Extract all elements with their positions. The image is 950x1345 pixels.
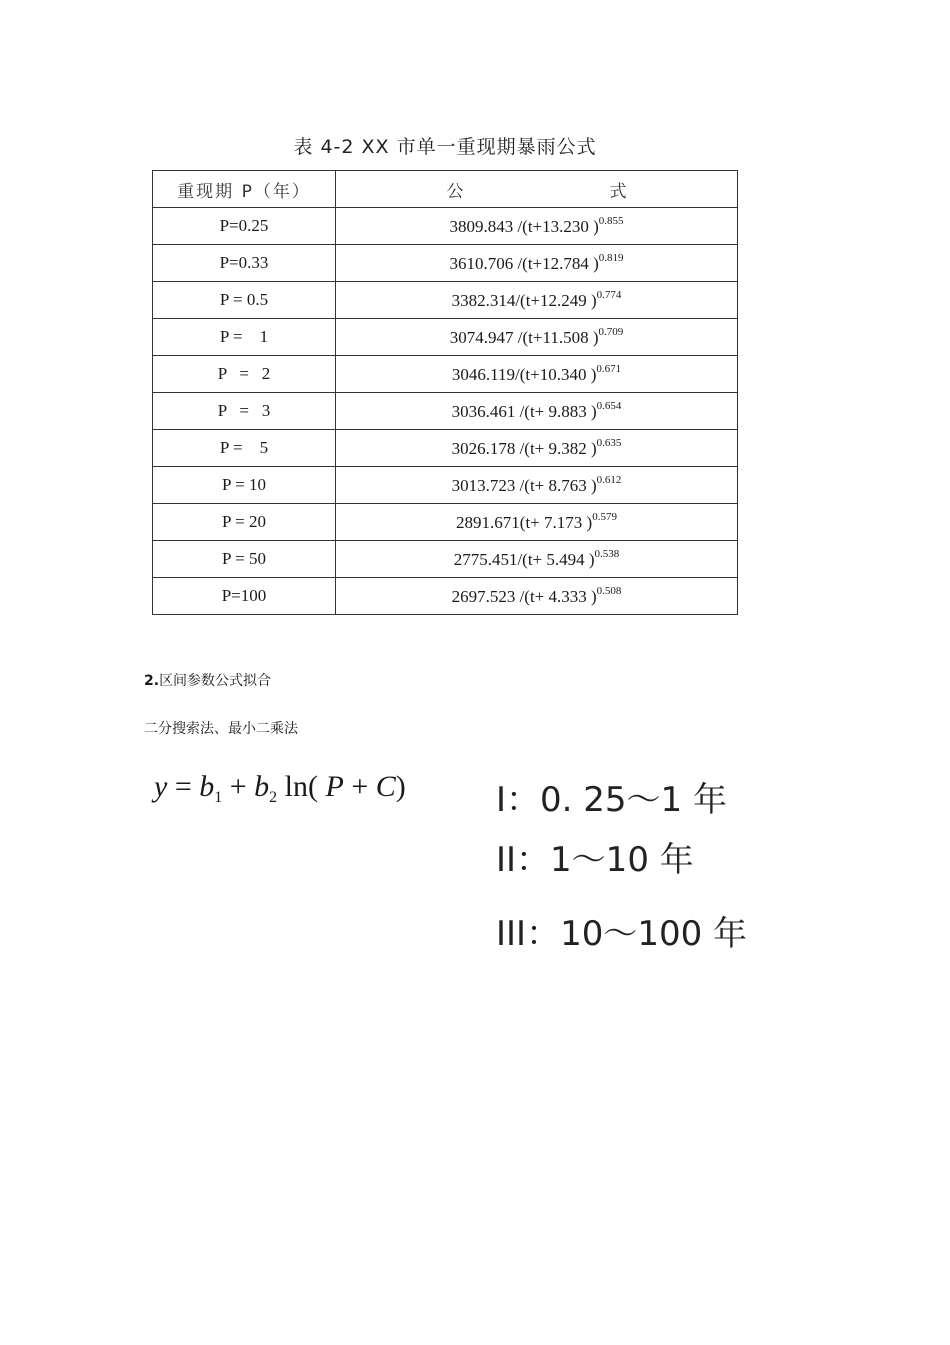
table-row bbox=[153, 282, 738, 319]
formula-text: 3026.178 /(t+ 9.382 ) bbox=[451, 439, 597, 458]
formula-cell bbox=[336, 245, 738, 282]
header-formula-right: 式 bbox=[609, 181, 627, 202]
eq-close: ) bbox=[395, 770, 406, 803]
eq-equals: = bbox=[167, 770, 200, 803]
formula-text: 2697.523 /(t+ 4.333 ) bbox=[451, 587, 597, 606]
formula-text: 2775.451/(t+ 5.494 ) bbox=[453, 550, 595, 569]
header-return-period: 重现期 P（年） bbox=[153, 171, 336, 208]
formula-cell bbox=[336, 208, 738, 245]
formula-exponent: 0.774 bbox=[596, 289, 622, 301]
header-formula-left: 公 bbox=[446, 181, 464, 202]
table-caption: 表 4-2 XX 市单一重现期暴雨公式 bbox=[293, 136, 597, 158]
formula-cell bbox=[336, 467, 738, 504]
return-period-cell: P=100 bbox=[153, 578, 336, 615]
fitting-equation bbox=[154, 770, 406, 807]
header-formula bbox=[336, 171, 738, 208]
formula-text: 3809.843 /(t+13.230 ) bbox=[449, 217, 599, 236]
eq-c: C bbox=[375, 770, 396, 803]
formula-exponent: 0.654 bbox=[596, 400, 622, 412]
formula-cell bbox=[336, 319, 738, 356]
eq-sub1: 1 bbox=[214, 789, 223, 806]
formula-exponent: 0.635 bbox=[596, 437, 622, 449]
formula-exponent: 0.671 bbox=[596, 363, 622, 375]
range-2: II：1～10 年 bbox=[496, 840, 694, 880]
table-row bbox=[153, 430, 738, 467]
table-row bbox=[153, 504, 738, 541]
formula-exponent: 0.855 bbox=[598, 215, 624, 227]
method-text: 二分搜索法、最小二乘法 bbox=[144, 721, 298, 737]
formula-text: 2891.671(t+ 7.173 ) bbox=[456, 513, 593, 532]
formula-cell bbox=[336, 356, 738, 393]
table-row bbox=[153, 319, 738, 356]
table-row bbox=[153, 208, 738, 245]
formula-exponent: 0.612 bbox=[596, 474, 622, 486]
section-number: 2. bbox=[144, 673, 160, 689]
formula-text: 3074.947 /(t+11.508 ) bbox=[449, 328, 599, 347]
range-3: III：10～100 年 bbox=[496, 914, 748, 954]
table-row bbox=[153, 467, 738, 504]
eq-b1: b bbox=[199, 770, 215, 803]
formula-cell bbox=[336, 282, 738, 319]
return-period-cell: P = 50 bbox=[153, 541, 336, 578]
table-row bbox=[153, 393, 738, 430]
eq-y: y bbox=[154, 770, 168, 803]
return-period-cell: P = 10 bbox=[153, 467, 336, 504]
formula-exponent: 0.709 bbox=[598, 326, 624, 338]
return-period-cell: P = 20 bbox=[153, 504, 336, 541]
formula-text: 3382.314/(t+12.249 ) bbox=[451, 291, 597, 310]
table-row bbox=[153, 541, 738, 578]
formula-exponent: 0.538 bbox=[594, 548, 620, 560]
formula-text: 3610.706 /(t+12.784 ) bbox=[449, 254, 599, 273]
formula-cell bbox=[336, 578, 738, 615]
return-period-cell: P = 2 bbox=[153, 356, 336, 393]
eq-p: P bbox=[325, 770, 344, 803]
return-period-cell: P=0.33 bbox=[153, 245, 336, 282]
formula-text: 3013.723 /(t+ 8.763 ) bbox=[451, 476, 597, 495]
eq-sub2: 2 bbox=[269, 789, 278, 806]
return-period-cell: P = 1 bbox=[153, 319, 336, 356]
return-period-cell: P = 3 bbox=[153, 393, 336, 430]
table-row bbox=[153, 578, 738, 615]
table-header-row bbox=[153, 171, 738, 208]
formula-cell bbox=[336, 541, 738, 578]
formula-text: 3036.461 /(t+ 9.883 ) bbox=[451, 402, 597, 421]
eq-plus2: + bbox=[343, 770, 376, 803]
table-row bbox=[153, 245, 738, 282]
formula-exponent: 0.579 bbox=[592, 511, 617, 523]
eq-plus: + bbox=[222, 770, 255, 803]
eq-b2: b bbox=[254, 770, 270, 803]
table-row bbox=[153, 356, 738, 393]
formula-cell bbox=[336, 504, 738, 541]
return-period-cell: P = 0.5 bbox=[153, 282, 336, 319]
range-1: I：0. 25～1 年 bbox=[496, 780, 727, 820]
section-heading bbox=[144, 670, 271, 690]
formula-cell bbox=[336, 393, 738, 430]
formula-cell bbox=[336, 430, 738, 467]
return-period-cell: P=0.25 bbox=[153, 208, 336, 245]
formula-exponent: 0.819 bbox=[598, 252, 624, 264]
formula-text: 3046.119/(t+10.340 ) bbox=[451, 365, 597, 384]
formula-exponent: 0.508 bbox=[596, 585, 622, 597]
return-period-cell: P = 5 bbox=[153, 430, 336, 467]
rainstorm-formula-table bbox=[152, 170, 738, 615]
eq-ln: ln( bbox=[277, 770, 326, 803]
section-title: 区间参数公式拟合 bbox=[159, 673, 272, 689]
